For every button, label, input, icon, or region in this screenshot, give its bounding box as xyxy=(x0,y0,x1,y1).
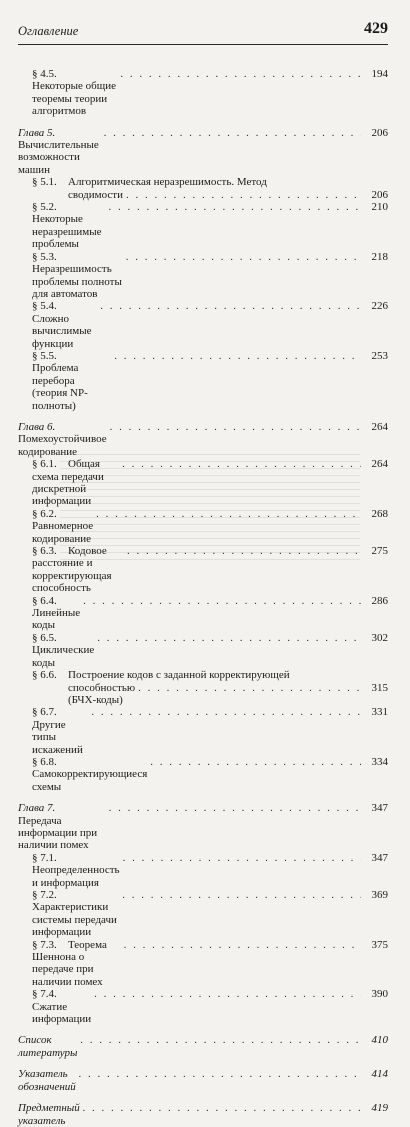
dot-leader xyxy=(109,201,361,213)
section-number: § 7.2. xyxy=(32,889,57,901)
section-title: Проблема перебора (теория NP-полноты) xyxy=(32,362,88,412)
dot-leader xyxy=(114,350,361,362)
toc-page-number: 210 xyxy=(371,201,388,214)
toc-entry[interactable] xyxy=(18,632,388,669)
chapter-number: Глава 5. xyxy=(18,126,56,139)
chapter-number: Глава 7. xyxy=(18,802,56,815)
toc-entry-label xyxy=(32,595,80,632)
toc-entry-label xyxy=(32,201,106,251)
section-number: § 7.4. xyxy=(32,988,57,1001)
section-title: Линейные коды xyxy=(32,607,81,632)
toc-entry-label xyxy=(32,939,121,989)
toc-page-number: 410 xyxy=(371,1034,388,1047)
running-header xyxy=(18,22,388,45)
toc-entry[interactable] xyxy=(18,669,388,681)
toc-backmatter[interactable] xyxy=(18,1102,388,1127)
toc-entry-label xyxy=(32,669,290,681)
toc-entry[interactable] xyxy=(18,939,388,989)
toc-entry-label xyxy=(18,1068,76,1093)
toc-page-number: 194 xyxy=(371,68,388,80)
toc-gap xyxy=(18,793,388,802)
toc-entry-label xyxy=(32,176,267,188)
dot-leader xyxy=(79,1068,361,1080)
toc-entry-continuation xyxy=(18,189,388,201)
section-title: Сложно вычислимые функции xyxy=(32,312,92,350)
toc-entry-label xyxy=(18,127,101,177)
dot-leader xyxy=(91,706,361,718)
section-number: § 7.3. xyxy=(32,938,57,951)
section-title: Сжатие информации xyxy=(32,1000,92,1026)
toc-page-number: 275 xyxy=(371,545,388,558)
section-number: § 6.3. xyxy=(32,545,57,558)
section-title-continuation: сводимости xyxy=(68,188,123,201)
toc-gap xyxy=(18,412,388,421)
section-number: § 6.5. xyxy=(32,631,57,644)
chapter-title: Вычислительные возможности машин xyxy=(18,139,99,176)
toc-page-number: 286 xyxy=(371,594,388,607)
toc-entry[interactable] xyxy=(18,852,388,889)
toc-page-number: 264 xyxy=(371,458,388,471)
section-title: Неопределенность и информация xyxy=(32,864,120,889)
chapter-title: Передача информации при наличии помех xyxy=(18,814,98,852)
toc-gap xyxy=(18,118,388,127)
section-number: § 6.7. xyxy=(32,706,57,719)
toc-gap xyxy=(18,1025,388,1034)
dot-leader xyxy=(83,1102,361,1114)
dot-leader xyxy=(138,682,361,694)
toc-entry-label xyxy=(32,988,91,1025)
toc-entry[interactable] xyxy=(18,201,388,251)
dot-leader xyxy=(126,189,361,201)
dot-leader xyxy=(100,300,361,312)
toc-page-number: 375 xyxy=(371,938,388,951)
toc-entry-label xyxy=(32,300,97,350)
chapter-number: Глава 6. xyxy=(18,420,56,433)
toc-entry-continuation xyxy=(18,682,388,707)
backmatter-title: Список литературы xyxy=(18,1034,78,1059)
toc-gap xyxy=(18,1059,388,1068)
toc-entry-label xyxy=(32,251,123,301)
section-title: Неразрешимость проблемы полноты для автоматов xyxy=(32,263,122,300)
section-title: Кодовое расстояние и корректирующая способность xyxy=(32,545,112,595)
toc-page-number: 206 xyxy=(371,188,388,201)
section-title: Циклические коды xyxy=(32,644,95,669)
toc-page-number: 390 xyxy=(371,988,388,1001)
page-number: 429 xyxy=(364,20,388,37)
toc-page-number: 369 xyxy=(371,889,388,901)
toc-page-number: 226 xyxy=(371,300,388,313)
section-title: Другие типы искажений xyxy=(32,718,83,756)
backmatter-title: Указатель обозначений xyxy=(18,1068,76,1093)
toc-entry[interactable] xyxy=(18,300,388,350)
section-title: Характеристики системы передачи информации xyxy=(32,901,117,939)
section-number: § 6.4. xyxy=(32,594,57,607)
bleed-through-imprint xyxy=(60,450,360,560)
toc-chapter[interactable] xyxy=(18,127,388,177)
toc-entry-label xyxy=(32,852,120,889)
table-of-contents xyxy=(18,68,388,1127)
toc-entry-label xyxy=(18,802,106,852)
dot-leader xyxy=(94,988,361,1000)
section-number: § 5.2. xyxy=(32,201,57,214)
toc-page-number: 264 xyxy=(371,420,388,433)
dot-leader xyxy=(80,1034,361,1046)
toc-page-number: 268 xyxy=(371,507,388,520)
toc-entry-label xyxy=(32,68,117,118)
section-title: Некоторые неразрешимые проблемы xyxy=(32,213,102,251)
toc-entry[interactable] xyxy=(18,350,388,412)
toc-entry[interactable] xyxy=(18,756,388,793)
section-title: Некоторые общие теоремы теории алгоритмов xyxy=(32,80,116,118)
chapter-title: Помехоустойчивое кодирование xyxy=(18,433,107,458)
toc-entry-label xyxy=(32,756,147,793)
toc-entry[interactable] xyxy=(18,251,388,301)
dot-leader xyxy=(124,939,361,951)
toc-entry[interactable] xyxy=(18,176,388,188)
toc-entry-label xyxy=(18,1034,77,1059)
section-title-continuation: способностью (БЧХ-коды) xyxy=(68,681,136,706)
toc-page-number: 334 xyxy=(371,755,388,768)
section-title: Построение кодов с заданной корректирующей xyxy=(68,669,290,682)
dot-leader xyxy=(122,889,361,901)
section-title: Общая схема передачи дискретной информации xyxy=(32,458,104,508)
section-number: § 6.8. xyxy=(32,755,57,768)
toc-page-number: 206 xyxy=(371,126,388,139)
section-number: § 5.4. xyxy=(32,300,57,313)
section-title: Теорема Шеннона о передаче при наличии помех xyxy=(32,938,107,988)
toc-page-number: 315 xyxy=(371,681,388,694)
section-number: § 7.1. xyxy=(32,851,57,864)
toc-page-number: 331 xyxy=(371,706,388,719)
toc-page-number: 347 xyxy=(371,802,388,815)
section-title: Алгоритмическая неразрешимость. Метод xyxy=(68,176,267,189)
section-number: § 5.5. xyxy=(32,349,57,362)
section-number: § 6.2. xyxy=(32,507,57,520)
section-number: § 5.3. xyxy=(32,250,57,263)
section-title: Самокорректирующиеся схемы xyxy=(32,768,148,793)
toc-entry[interactable] xyxy=(18,988,388,1025)
toc-entry[interactable] xyxy=(18,889,388,939)
toc-entry[interactable] xyxy=(18,68,388,118)
section-number: § 4.5. xyxy=(32,68,57,80)
toc-chapter[interactable] xyxy=(18,802,388,852)
section-number: § 6.1. xyxy=(32,458,57,471)
dot-leader xyxy=(150,756,361,768)
toc-page-number: 218 xyxy=(371,250,388,263)
toc-page-number: 414 xyxy=(371,1068,388,1081)
backmatter-title: Предметный указатель xyxy=(18,1102,80,1127)
toc-entry-label xyxy=(32,632,94,669)
dot-leader xyxy=(123,852,361,864)
dot-leader xyxy=(109,802,361,814)
toc-backmatter[interactable] xyxy=(18,1068,388,1093)
toc-gap xyxy=(18,1093,388,1102)
toc-page-number: 347 xyxy=(371,851,388,864)
dot-leader xyxy=(104,127,361,139)
section-title: Равномерное кодирование xyxy=(32,520,94,545)
toc-entry-label xyxy=(32,889,119,939)
toc-entry-label xyxy=(32,706,88,756)
section-number: § 6.6. xyxy=(32,669,57,682)
toc-page-number: 419 xyxy=(371,1102,388,1115)
toc-entry-label xyxy=(18,1102,80,1127)
dot-leader xyxy=(97,632,361,644)
toc-page-number: 302 xyxy=(371,631,388,644)
dot-leader xyxy=(110,421,361,433)
toc-backmatter[interactable] xyxy=(18,1034,388,1059)
toc-entry-label xyxy=(32,350,111,412)
dot-leader xyxy=(126,251,361,263)
toc-page-number: 253 xyxy=(371,349,388,362)
toc-entry[interactable] xyxy=(18,706,388,756)
running-title: Оглавление xyxy=(18,24,79,38)
dot-leader xyxy=(120,68,361,80)
dot-leader xyxy=(83,595,361,607)
toc-entry[interactable] xyxy=(18,595,388,632)
section-number: § 5.1. xyxy=(32,176,57,189)
